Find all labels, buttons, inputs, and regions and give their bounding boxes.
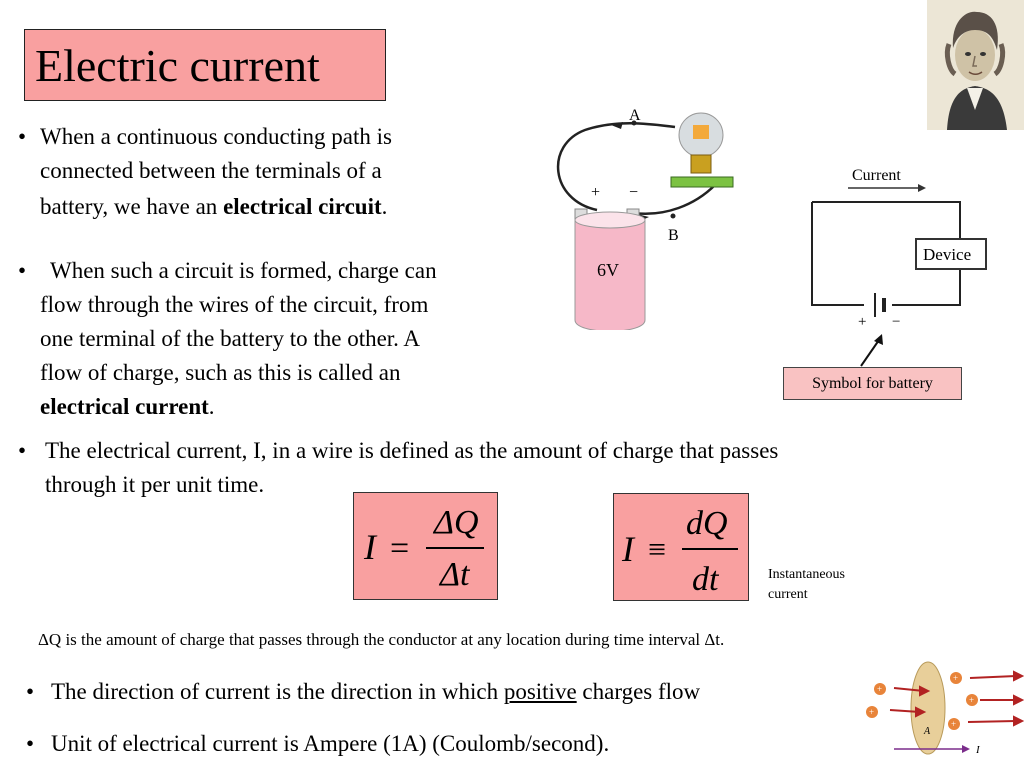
bullet-text-line: When such a circuit is formed, charge can bbox=[50, 258, 437, 283]
charge-sign: + bbox=[969, 695, 975, 705]
portrait-drawing bbox=[927, 0, 1024, 130]
schematic-circuit bbox=[800, 160, 990, 335]
charge-sign: + bbox=[951, 719, 957, 729]
charge-sign: + bbox=[869, 707, 875, 717]
battery-bulb-circuit bbox=[545, 105, 745, 330]
formula-denominator: Δt bbox=[440, 556, 470, 593]
bullet-text-line: flow of charge, such as this is called an bbox=[40, 360, 401, 385]
formula-numerator: dQ bbox=[686, 505, 728, 542]
schematic-minus: − bbox=[892, 314, 901, 330]
bullet-text: The direction of current is the direction in which bbox=[51, 679, 504, 704]
bullet-text-line: one terminal of the battery to the other. A bbox=[40, 326, 421, 351]
formula-numerator: ΔQ bbox=[434, 504, 479, 541]
formula-lhs: I bbox=[622, 529, 634, 569]
slide-title-box bbox=[24, 29, 386, 101]
battery-voltage: 6V bbox=[597, 260, 619, 280]
bullet-dot: • bbox=[26, 679, 35, 704]
delta-q-note: ΔQ is the amount of charge that passes through the conductor at any location during time interval Δt. bbox=[38, 630, 725, 649]
instantaneous-label bbox=[768, 565, 845, 605]
bullet-text: . bbox=[208, 394, 215, 419]
battery-pointer-arrow bbox=[855, 330, 895, 370]
bullet-text-line bbox=[40, 390, 437, 424]
formula-lhs: I bbox=[364, 527, 376, 567]
bullet-text-line: through it per unit time. bbox=[45, 472, 265, 497]
schematic-plus: + bbox=[858, 314, 867, 330]
bullet-text: charges flow bbox=[576, 679, 701, 704]
bullet-text-line: The electrical current, I, in a wire is defined as the amount of charge that passes bbox=[45, 438, 779, 463]
current-symbol: I bbox=[976, 744, 980, 756]
device-label: Device bbox=[923, 245, 972, 264]
instantaneous-label-line2: current bbox=[768, 587, 808, 602]
bullet-dot: • bbox=[18, 258, 27, 283]
bullet-current-direction bbox=[26, 675, 866, 709]
bullet-text-line: flow through the wires of the circuit, from bbox=[40, 292, 429, 317]
bullet-dot: • bbox=[18, 124, 27, 149]
slide-title: Electric current bbox=[35, 40, 320, 91]
charge-sign: + bbox=[877, 684, 883, 694]
charge-flow-figure bbox=[864, 660, 1024, 768]
bold-term: electrical circuit bbox=[223, 194, 382, 219]
bullet-current-formula-def bbox=[18, 434, 1008, 504]
bullet-text-line: connected between the terminals of a bbox=[40, 158, 382, 183]
area-label: A bbox=[924, 726, 931, 737]
instantaneous-label-line1: Instantaneous bbox=[768, 567, 845, 582]
bullet-text-line bbox=[40, 190, 392, 224]
charge-sign: + bbox=[953, 673, 959, 683]
battery-plus: + bbox=[591, 184, 601, 201]
bold-term: electrical current bbox=[40, 394, 209, 419]
bullet-dot: • bbox=[26, 731, 35, 756]
bullet-current-definition bbox=[18, 254, 538, 429]
bullet-text: . bbox=[381, 194, 388, 219]
portrait-image bbox=[927, 0, 1024, 130]
point-a-label: A bbox=[629, 107, 641, 124]
formula-operator: ≡ bbox=[648, 531, 667, 567]
point-b-label: B bbox=[668, 227, 679, 244]
formula-denominator: dt bbox=[692, 561, 719, 598]
battery-minus: − bbox=[629, 184, 639, 201]
formula-operator: = bbox=[390, 530, 410, 567]
bullet-text: Unit of electrical current is Ampere (1A) (Coulomb/second). bbox=[51, 731, 610, 756]
average-current-formula bbox=[353, 492, 498, 600]
bullet-text-line: When a continuous conducting path is bbox=[40, 124, 392, 149]
bullet-text: battery, we have an bbox=[40, 194, 224, 219]
bullet-dot: • bbox=[18, 438, 27, 463]
instantaneous-current-formula bbox=[613, 493, 749, 601]
bullet-unit bbox=[26, 727, 866, 761]
bullet-circuit-definition bbox=[18, 120, 518, 230]
current-label: Current bbox=[852, 167, 901, 184]
underlined-term: positive bbox=[503, 679, 577, 704]
battery-symbol-label: Symbol for battery bbox=[783, 367, 962, 400]
